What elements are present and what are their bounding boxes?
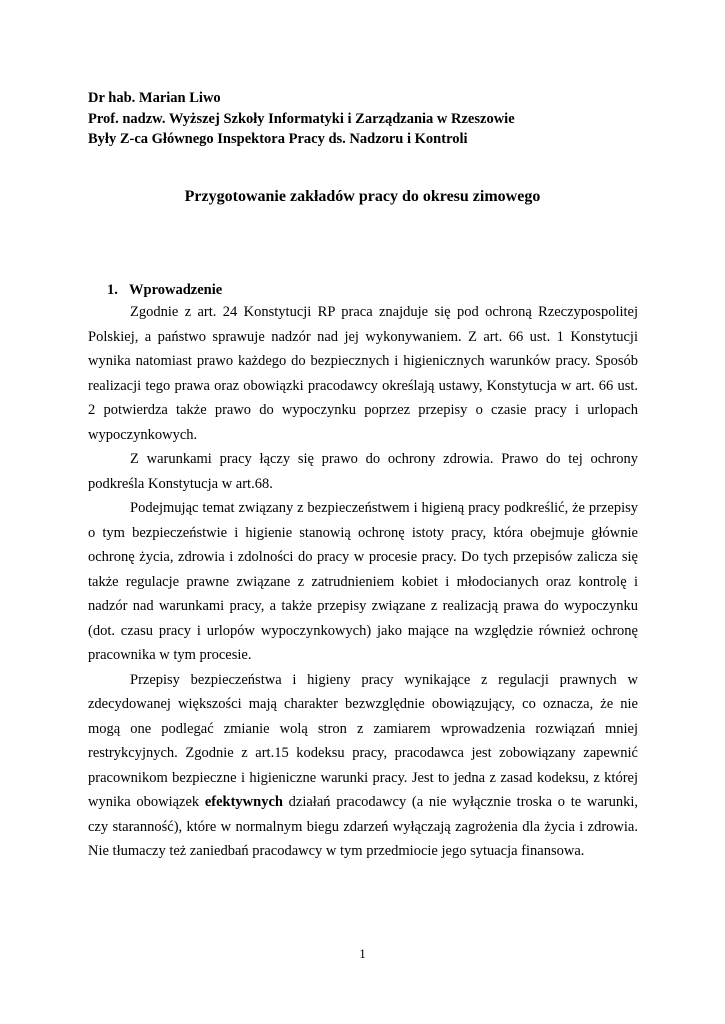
- paragraph: Zgodnie z art. 24 Konstytucji RP praca znajduje się pod ochroną Rzeczypospolitej Polskiej, a państwo sprawuje nadzór nad jej wykonywaniem. Z art. 66 ust. 1 Konstytucji wynika natomiast prawo każdego do bezpiecznych i higienicznych warunków pracy. Sposób realizacji tego prawa oraz obowiązki pracodawcy określają ustawy, Konstytucja w art. 66 ust. 2 potwierdza także prawo do wypoczynku poprzez przepisy o czasie pracy i urlopach wypoczynkowych.: [88, 304, 638, 443]
- paragraph: Z warunkami pracy łączy się prawo do ochrony zdrowia. Prawo do tej ochrony podkreśla Konstytucja w art.68.: [88, 451, 638, 492]
- author-name: Dr hab. Marian Liwo: [88, 90, 221, 106]
- section-heading: [107, 282, 222, 299]
- paragraph-text: Przepisy bezpieczeństwa i higieny pracy wynikające z regulacji prawnych w zdecydowanej większości mają charakter bezwzględnie obowiązujący, co oznacza, że nie mogą one podlegać zmianie wolą stron z zamiarem wprowadzenia rozwiązań mniej restrykcyjnych. Zgodnie z art.15 kodeksu pracy, pracodawca jest zobowiązany zapewnić pracownikom bezpieczne i higieniczne warunki pracy. Jest to jedna z zasad kodeksu, z której wynika obowiązek: [88, 671, 638, 810]
- section-number: 1.: [107, 282, 118, 298]
- author-block: [88, 88, 515, 150]
- paragraph: [88, 668, 638, 864]
- page-number: 1: [359, 946, 366, 961]
- paragraph-text: działań pracodawcy (a nie wyłącznie troska o te warunki, czy staranność), które w normalnym biegu zdarzeń wyłączają zagrożenia dla życia i zdrowia. Nie tłumaczy też zaniedbań pracodawcy w tym przedmiocie jego sytuacja finansowa.: [88, 794, 638, 859]
- document-title: Przygotowanie zakładów pracy do okresu zimowego: [184, 188, 541, 205]
- body-text: [88, 300, 638, 864]
- section-heading-text: Wprowadzenie: [129, 282, 223, 298]
- emphasis-text: efektywnych: [204, 794, 283, 810]
- author-position: Prof. nadzw. Wyższej Szkoły Informatyki i Zarządzania w Rzeszowie: [88, 110, 515, 127]
- author-former-role: Były Z-ca Głównego Inspektora Pracy ds. Nadzoru i Kontroli: [88, 131, 468, 147]
- paragraph: Podejmując temat związany z bezpieczeństwem i higieną pracy podkreślić, że przepisy o tym bezpieczeństwie i higienie stanowią ochronę istoty pracy, która obejmuje głównie ochronę życia, zdrowia i zdolności do pracy w procesie pracy. Do tych przepisów zalicza się także regulacje prawne związane z zatrudnieniem kobiet i młodocianych oraz kontrolę i nadzór nad warunkami pracy, a także przepisy związane z realizacją prawa do wypoczynku (dot. czasu pracy i urlopów wypoczynkowych) jako mające na względzie również ochronę pracownika w tym procesie.: [88, 500, 638, 663]
